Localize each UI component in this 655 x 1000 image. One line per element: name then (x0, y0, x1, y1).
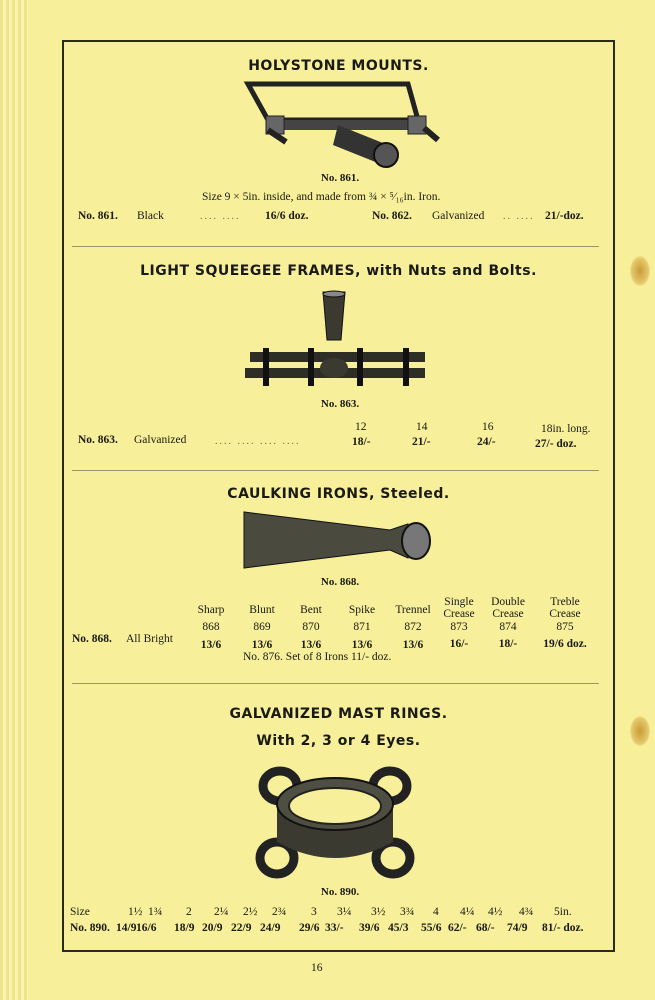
holystone-price-862: 21/-doz. (545, 210, 584, 222)
mast-ring-size: 5in. (554, 906, 572, 918)
mast-ring-price: 55/6 (421, 922, 442, 934)
mast-ring-size: 3 (311, 906, 317, 918)
caulking-type: Double Crease (491, 596, 525, 620)
caulking-price: 13/6 (251, 639, 273, 651)
squeegee-frame-illustration (245, 290, 430, 390)
mast-ring-price: 22/9 (231, 922, 252, 934)
holystone-spec: Size 9 × 5in. inside, and made from ¾ × ⁵⁄₁₆in. Iron. (202, 191, 441, 203)
caulking-number: 874 (499, 621, 517, 633)
mast-ring-price: 62/- (448, 922, 467, 934)
section-divider (72, 246, 599, 247)
mast-ring-price: 20/9 (202, 922, 223, 934)
holystone-desc-862: Galvanized (432, 210, 485, 222)
holystone-no-861: No. 861. (78, 210, 118, 222)
squeegee-desc: Galvanized (134, 434, 187, 446)
mast-ring-size: 4¼ (460, 906, 475, 918)
mast-ring-size: 4½ (488, 906, 503, 918)
caulking-number: 869 (253, 621, 271, 633)
mast-ring-price: 14/9 (116, 922, 137, 934)
mast-ring-price: 18/9 (174, 922, 195, 934)
caulking-number: 872 (404, 621, 422, 633)
mast-ring-price: 39/6 (359, 922, 380, 934)
squeegee-price: 21/- (412, 436, 431, 448)
section-divider (72, 683, 599, 684)
mast-ring-size: 2 (186, 906, 192, 918)
caulking-caption: No. 868. (320, 576, 360, 588)
caulking-price: 13/6 (351, 639, 373, 651)
binding-hole-bottom (630, 716, 650, 746)
holystone-mount-illustration (238, 80, 443, 175)
caulking-type: Treble Crease (549, 596, 581, 620)
caulking-iron-illustration (240, 510, 435, 572)
caulking-column-blunt (237, 604, 287, 651)
mast-ring-size: 3½ (371, 906, 386, 918)
caulking-price: 18/- (498, 638, 518, 650)
caulking-type: Spike (348, 604, 376, 616)
caulking-price: 13/6 (300, 639, 322, 651)
leader-dots: .. .... (503, 211, 535, 222)
mast-ring-size: 3¾ (400, 906, 415, 918)
binding-hole-top (630, 256, 650, 286)
mast-ring-price: 68/- (476, 922, 495, 934)
mast-ring-size: 2½ (243, 906, 258, 918)
caulking-type: Trennel (395, 604, 431, 616)
leader-dots: .... .... (200, 211, 241, 222)
page-edge (0, 0, 28, 1000)
mast-rings-no: No. 890. (70, 922, 110, 934)
mast-ring-size: 2¼ (214, 906, 229, 918)
caulking-column-double-crease (484, 596, 532, 650)
section-divider (72, 470, 599, 471)
caulking-column-treble-crease (532, 596, 598, 650)
holystone-no-862: No. 862. (372, 210, 412, 222)
mast-ring-price: 29/6 (299, 922, 320, 934)
caulking-column-trennel (386, 604, 440, 651)
mast-ring-size: 2¾ (272, 906, 287, 918)
squeegee-no: No. 863. (78, 434, 118, 446)
mast-ring-price: 74/9 (507, 922, 528, 934)
squeegee-size: 14 (416, 421, 428, 433)
squeegee-caption: No. 863. (320, 398, 360, 410)
holystone-price-861: 16/6 doz. (265, 210, 309, 222)
mast-rings-caption: No. 890. (320, 886, 360, 898)
caulking-number: 871 (353, 621, 371, 633)
caulking-title: CAULKING IRONS, Steeled. (227, 486, 450, 502)
mast-ring-price: 33/- (325, 922, 344, 934)
caulking-price: 16/- (449, 638, 469, 650)
caulking-type: Sharp (197, 604, 225, 616)
holystone-caption: No. 861. (320, 172, 360, 184)
mast-ring-size: 3¼ (337, 906, 352, 918)
mast-ring-size: 4¾ (519, 906, 534, 918)
holystone-title: HOLYSTONE MOUNTS. (248, 58, 429, 74)
caulking-number: 868 (202, 621, 220, 633)
caulking-price: 19/6 doz. (543, 638, 587, 650)
caulking-desc: All Bright (126, 633, 173, 645)
caulking-column-bent (286, 604, 336, 651)
caulking-column-spike (337, 604, 387, 651)
caulking-price: 13/6 (200, 639, 222, 651)
mast-ring-size: 1¾ (148, 906, 163, 918)
squeegee-price: 18/- (352, 436, 371, 448)
caulking-type: Blunt (249, 604, 275, 616)
caulking-number: 870 (302, 621, 320, 633)
squeegee-size: 16 (482, 421, 494, 433)
squeegee-price: 24/- (477, 436, 496, 448)
squeegee-price: 27/- doz. (535, 438, 577, 450)
squeegee-size: 18in. long. (541, 423, 591, 435)
mast-ring-price: 81/- doz. (542, 922, 584, 934)
mast-rings-title: GALVANIZED MAST RINGS. (229, 706, 448, 722)
squeegee-size: 12 (355, 421, 367, 433)
mast-rings-subtitle: With 2, 3 or 4 Eyes. (256, 733, 421, 749)
mast-ring-price: 24/9 (260, 922, 281, 934)
holystone-desc-861: Black (137, 210, 164, 222)
mast-ring-size: 4 (433, 906, 439, 918)
caulking-column-sharp (186, 604, 236, 651)
caulking-number: 875 (556, 621, 574, 633)
mast-ring-price: 16/6 (136, 922, 157, 934)
mast-ring-price: 45/3 (388, 922, 409, 934)
caulking-type: Single Crease (443, 596, 475, 620)
caulking-column-single-crease (436, 596, 482, 650)
caulking-no: No. 868. (72, 633, 112, 645)
caulking-set-note: No. 876. Set of 8 Irons 11/- doz. (243, 651, 392, 663)
leader-dots: .... .... .... .... (215, 436, 301, 447)
caulking-number: 873 (450, 621, 468, 633)
squeegee-title: LIGHT SQUEEGEE FRAMES, with Nuts and Bolts. (140, 263, 537, 279)
mast-ring-size: 1½ (128, 906, 143, 918)
caulking-price: 13/6 (402, 639, 424, 651)
caulking-type: Bent (300, 604, 322, 616)
mast-rings-size-label: Size (70, 906, 90, 918)
page-number: 16 (311, 962, 323, 974)
mast-ring-illustration (255, 764, 415, 882)
